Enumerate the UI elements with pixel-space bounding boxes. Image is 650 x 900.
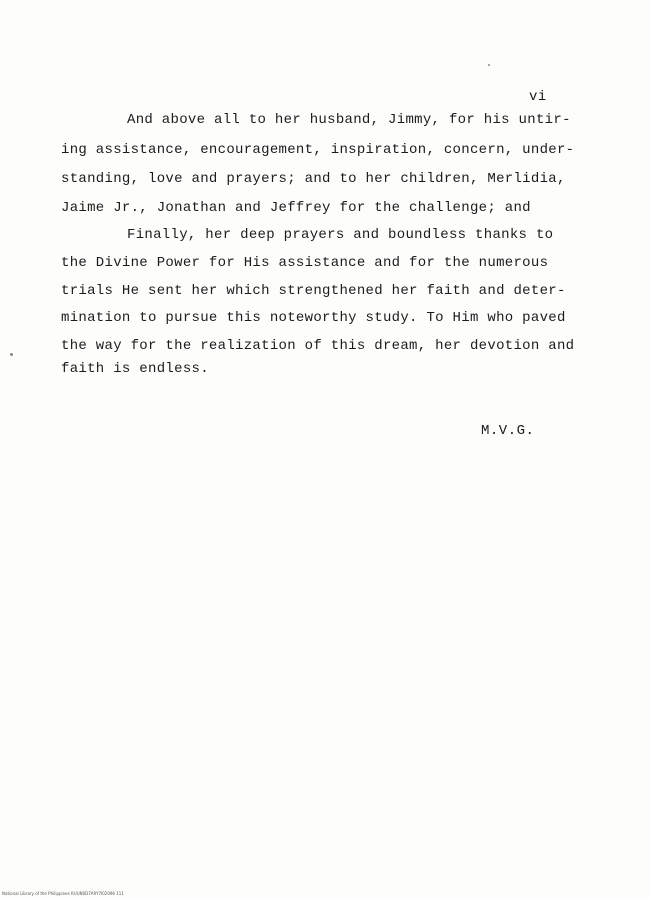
paragraph-2-line-3: trials He sent her which strengthened her faith and deter- (61, 283, 566, 299)
paragraph-2-line-4: mination to pursue this noteworthy study. To Him who paved (61, 310, 566, 326)
paragraph-1-line-2: ing assistance, encouragement, inspiration, concern, under- (61, 142, 575, 158)
signature-initials: M.V.G. (481, 423, 535, 439)
paragraph-1-line-4: Jaime Jr., Jonathan and Jeffrey for the challenge; and (61, 200, 531, 216)
paragraph-2-line-6: faith is endless. (61, 361, 209, 377)
paragraph-2-line-1: Finally, her deep prayers and boundless thanks to (127, 227, 554, 243)
scan-footer-text: National Library of the Philippines RUUN0D7A9Y7I02096 111 (2, 891, 124, 896)
scan-speck (488, 64, 490, 66)
scan-speck (10, 353, 13, 356)
paragraph-1-line-3: standing, love and prayers; and to her children, Merlidia, (61, 171, 566, 187)
page-number: vi (529, 89, 547, 105)
paragraph-1-line-1: And above all to her husband, Jimmy, for his untir- (127, 112, 571, 128)
paragraph-2-line-2: the Divine Power for His assistance and for the numerous (61, 255, 549, 271)
paragraph-2-line-5: the way for the realization of this dream, her devotion and (61, 338, 575, 354)
